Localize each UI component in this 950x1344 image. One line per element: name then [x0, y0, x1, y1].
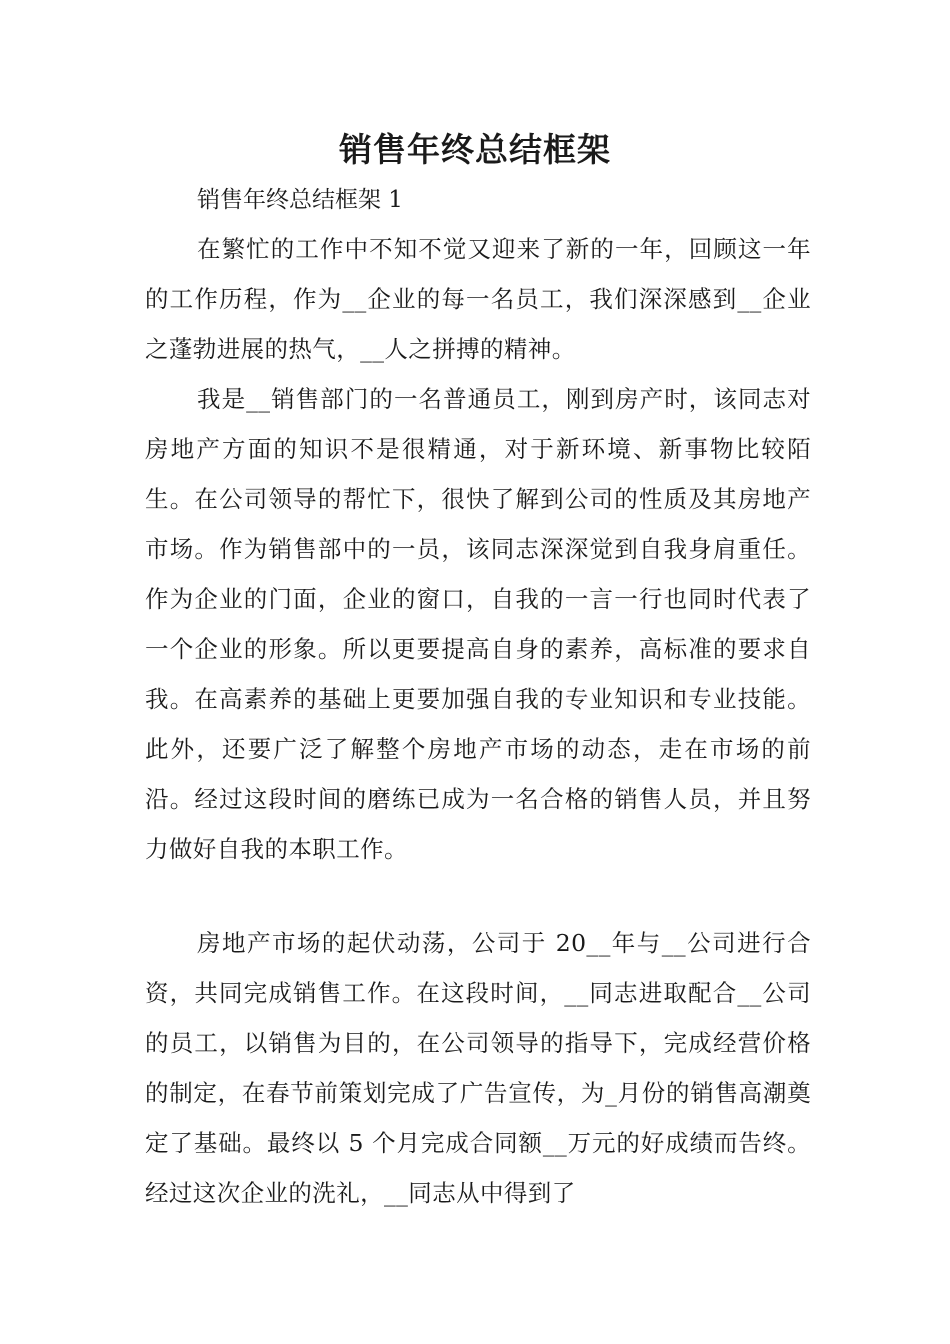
document-title: 销售年终总结框架: [339, 130, 611, 169]
paragraph-1: 在繁忙的工作中不知不觉又迎来了新的一年，回顾这一年的工作历程，作为__企业的每一名员工，我们深深感到__企业之蓬勃进展的热气，__人之拼搏的精神。: [145, 235, 811, 363]
paragraph-2: 我是__销售部门的一名普通员工，刚到房产时，该同志对房地产方面的知识不是很精通，对于新环境、新事物比较陌生。在公司领导的帮忙下，很快了解到公司的性质及其房地产市场。作为销售部中的一员，该同志深深觉到自我身肩重任。作为企业的门面，企业的窗口，自我的一言一行也同时代表了一个企业的形象。所以更要提高自身的素养，高标准的要求自我。在高素养的基础上更要加强自我的专业知识和专业技能。此外，还要广泛了解整个房地产市场的动态，走在市场的前沿。经过这段时间的磨练已成为一名合格的销售人员，并且努力做好自我的本职工作。: [145, 385, 811, 863]
section-heading: 销售年终总结框架 1: [197, 187, 403, 213]
paragraph-3: 房地产市场的起伏动荡，公司于 20__年与__公司进行合资，共同完成销售工作。在这段时间，__同志进取配合__公司的员工，以销售为目的，在公司领导的指导下，完成经营价格的制定，在春节前策划完成了广告宣传，为_月份的销售高潮奠定了基础。最终以 5 个月完成合同额__万元的好成绩而告终。经过这次企业的洗礼，__同志从中得到了: [145, 929, 811, 1207]
